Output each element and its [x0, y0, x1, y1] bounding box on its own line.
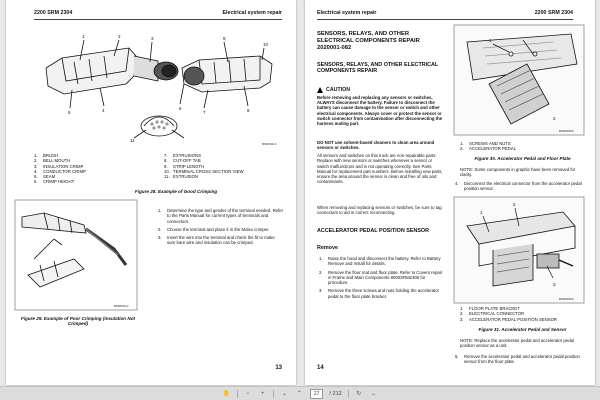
page-total: / 212: [329, 390, 342, 397]
figure-28-illustration: [34, 26, 284, 148]
accelerator-section-title: ACCELERATOR PEDAL POSITION SENSOR: [317, 228, 430, 234]
step-item: 2. Choose the terminal and place it in the Molex crimper.: [158, 226, 270, 232]
figure-31-illustration: [453, 196, 585, 304]
fig31-callout: 1: [480, 210, 483, 215]
section-title: SENSORS, RELAYS, AND OTHER ELECTRICAL COMPONENTS REPAIR 2020001-082: [317, 31, 420, 51]
section-subtitle: SENSORS, RELAYS, AND OTHER ELECTRICAL COMPONENTS REPAIR: [317, 62, 439, 75]
step-item: 3. Insert the wire into the terminal and check the fit to make sure bare wire and insulation can be crimped.: [158, 235, 275, 246]
caution-text: Before removing and replacing any sensors or switches, ALWAYS disconnect the battery. Failure to disconnect the battery can cause damage to the sensor or switch and other electrical components. Always cover or protect the sensor or switch connector from contamination after disconnecting the harness mating part.: [317, 95, 443, 127]
figure-code: BM080412: [114, 304, 129, 308]
figure-30-caption: Figure 30. Accelerator Pedal and Floor Plate: [474, 156, 571, 161]
step-5: [453, 354, 585, 368]
document-page-right: [305, 0, 595, 385]
fig31-callout: 3: [553, 282, 556, 287]
figure-29-caption: Figure 29. Example of Poor Crimping (Insulation Not Crimped): [20, 316, 136, 326]
page-number: 14: [317, 365, 324, 371]
legend-item: 2. BELL MOUTH: [34, 158, 71, 164]
figure-code: BM080305: [559, 129, 574, 133]
legend-item: 2. ACCELERATOR PEDAL: [460, 146, 517, 152]
remove-steps: [317, 256, 445, 302]
legend-item: 9. STRIP LENGTH: [164, 163, 205, 169]
warning-triangle-icon: [317, 87, 323, 93]
header-left-text: 2200 SRM 2304: [34, 10, 73, 16]
legend-item: 6. CRIMP HEIGHT: [34, 179, 75, 185]
legend-item: 1. SCREWS AND NUTS: [460, 141, 511, 146]
fig28-callout: 10: [263, 42, 269, 47]
legend-item: 2. ELECTRICAL CONNECTOR: [460, 311, 525, 317]
fig30-legend: [460, 141, 516, 152]
legend-item: 3. INSULATION CRIMP: [34, 163, 84, 169]
legend-item: 11. EXTRUSION: [164, 174, 199, 180]
legend-item: 8. CUT-OFF TAB: [164, 158, 201, 164]
fig28-callout: 7: [203, 110, 206, 115]
note-replace-unit: NOTE: Replace the accelerator pedal and accelerator pedal position sensor as a unit.: [460, 338, 574, 349]
legend-item: 10. TERMINAL CROSS SECTION VIEW: [164, 168, 244, 174]
figure-30-illustration: [453, 24, 585, 136]
fig28-callout: 6: [179, 106, 182, 111]
fig28-callout: 8: [247, 108, 250, 113]
note-components-removed: NOTE: Some components in graphic have been removed for clarity.: [460, 167, 576, 178]
legend-item: 1. FLOOR PLATE BRACKET: [460, 306, 520, 311]
caution-label: CAUTION: [326, 87, 351, 93]
page-down-icon[interactable]: ⌄: [281, 391, 287, 397]
caution-box: [317, 87, 445, 126]
toolbar-divider: [273, 390, 274, 398]
legend-item: 5. SEAM: [34, 174, 56, 180]
fig28-legend-right: [164, 153, 244, 179]
figure-code: BM080413: [262, 142, 277, 146]
fig28-callout: 9: [223, 36, 226, 41]
caution-heading: [317, 87, 445, 93]
fig28-callout: 2: [118, 34, 121, 39]
legend-item: 7. EXTRUSIONS: [164, 153, 201, 158]
toolbar-divider: [237, 390, 238, 398]
step-item: 4. Disconnect the electrical connector from the accelerator pedal position sensor.: [455, 181, 582, 192]
step-item: 2. Remove the floor mat and floor plate. Refer to Covers repair in Frame and Main Components 8000SRM2306 for procedure.: [319, 269, 443, 286]
step-item: 3. Remove the three screws and nuts holding the accelerator pedal to the floor plate bracket.: [319, 288, 440, 299]
zoom-in-icon[interactable]: +: [261, 390, 265, 397]
figure-28-caption: Figure 28. Example of Good Crimping: [134, 189, 218, 194]
step-4: [453, 181, 585, 195]
figure-code: BM080306: [559, 297, 574, 301]
step-item: 5. Remove the accelerator pedal and accelerator pedal position sensor from the floor plate.: [455, 354, 580, 365]
legend-item: 1. BRUSH: [34, 153, 59, 158]
fig30-callout: 2: [553, 116, 556, 121]
pdf-viewer-toolbar: [0, 386, 600, 400]
paragraph-sensors: All sensors and switches on this truck are non-repairable parts. Replace with new sensors or switches whenever a sensor or switch malfunctions and is not operating correctly. See Parts Manual for replacement part numbers. Before installing new parts, ensure the area around the sensor is clean and free of oils and contaminants.: [317, 153, 443, 185]
fig28-callout: 5: [68, 110, 71, 115]
legend-item: 4. CONDUCTOR CRIMP: [34, 168, 86, 174]
fig31-callout: 2: [513, 202, 516, 207]
fig28-legend-left: [34, 153, 86, 185]
fig28-callout: 11: [130, 138, 135, 143]
remove-title: Remove: [317, 245, 338, 251]
pan-icon[interactable]: ✋: [222, 391, 230, 397]
page-header: [34, 7, 282, 20]
crimp-steps: [156, 208, 284, 249]
header-right-text: 2200 SRM 2304: [534, 10, 573, 16]
zoom-out-icon[interactable]: −: [246, 390, 250, 397]
figure-31-caption: Figure 31. Accelerator Pedal and Sensor: [478, 327, 567, 332]
figure-29-illustration: [14, 199, 138, 311]
legend-item: 3. ACCELERATOR PEDAL POSITION SENSOR: [460, 316, 558, 322]
page-up-icon[interactable]: ⌃: [296, 391, 302, 397]
fig28-callout: 1: [82, 34, 85, 39]
fig28-callout: 3: [151, 36, 154, 41]
paragraph-tagging: When removing and replacing sensors or switches, be sure to tag connectors to aid in correct reconnecting.: [317, 205, 442, 216]
toolbar-divider: [348, 390, 349, 398]
header-right-text: Electrical system repair: [222, 10, 282, 16]
current-page-input[interactable]: 27: [310, 389, 324, 399]
step-item: 1. Raise the hood and disconnect the battery. Refer to Battery Remove and Install for details.: [319, 256, 441, 267]
fig30-callout: 1: [489, 38, 492, 43]
header-left-text: Electrical system repair: [317, 10, 377, 16]
step-item: 1. Determine the type and gender of the terminal needed. Refer to the Parts Manual for current types of terminals and connectors.: [158, 208, 284, 224]
fig31-legend: [460, 306, 557, 322]
document-page-left: [6, 0, 296, 385]
fit-width-icon[interactable]: ↔: [370, 390, 377, 397]
rotate-icon[interactable]: ↻: [356, 391, 362, 397]
page-number: 13: [275, 365, 282, 371]
fig28-callout: 4: [102, 108, 105, 113]
solvent-warning: DO NOT use solvent-based cleaners to clean area around sensors or switches.: [317, 140, 435, 151]
page-header: [317, 7, 573, 20]
